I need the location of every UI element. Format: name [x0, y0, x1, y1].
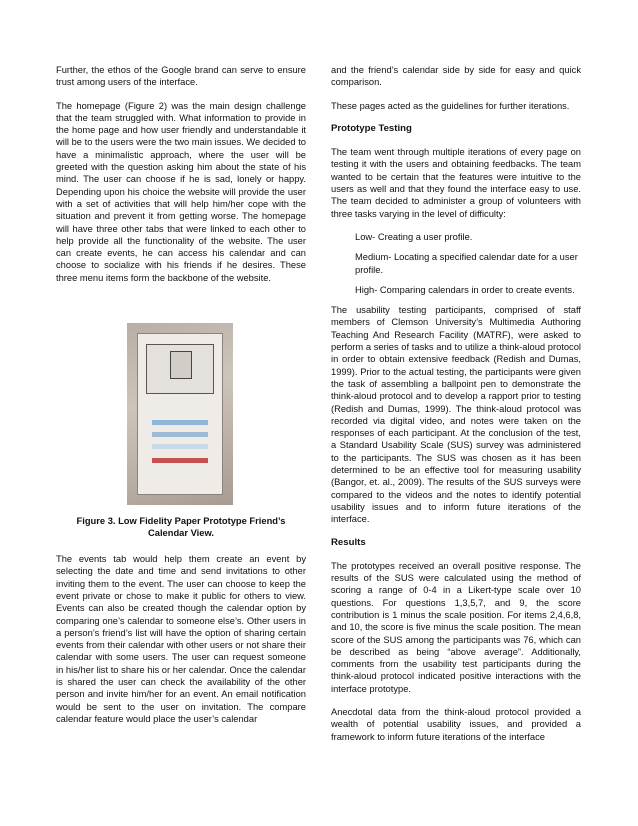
paragraph-compare-continued: and the friend’s calendar side by side for easy and quick comparison.: [331, 65, 581, 88]
task-high: High- Comparing calendars in order to create events.: [355, 284, 575, 295]
portrait-sketch-icon: [170, 351, 192, 379]
paragraph-homepage: The homepage (Figure 2) was the main design challenge that the team struggled with. What information to provide in the home page and how user friendly and understandable it will be to the users were the two main issues. We decided to have a minimalistic approach, where the user will be greeted with the question asking him about the state of his mind. The user can choose if he is sad, lonely or happy. Depending upon his choice the website will provide the user with a set of activities that will help him/her cope with the situation and prevent it from getting worse. The homepage will have three other tabs that were linked to each other to help provide all the functionality of the website. The user can create events, he can access his calendar and can choose to socialize with his friends if he desires. These three menu items form the backbone of the website.: [56, 100, 306, 283]
calendar-stripe: [152, 444, 208, 449]
paragraph-brand-ethos: Further, the ethos of the Google brand can serve to ensure trust among users of the interface.: [56, 65, 306, 88]
prototype-window-sketch: [146, 344, 214, 394]
figure-caption: Figure 3. Low Fidelity Paper Prototype Friend’s Calendar View.: [76, 516, 286, 539]
calendar-stripe: [152, 420, 208, 425]
paragraph-iterations: The team went through multiple iterations of every page on testing it with the users and obtaining feedbacks. The team wanted to be certain that the features were intuitive to the users as well and that they found the interface easy to use. The team decided to administer a group of volunteers with three tasks varying in the level of difficulty:: [331, 147, 581, 219]
paragraph-events-tab: The events tab would help them create an event by selecting the date and time and send invitations to other inviting them to the event. The user can choose to keep the event private or chose to make it public for others to view. Events can also be created though the calendar option by comparing one’s calendar to someone else’s. Other users in a person’s friend’s list will have the option of sharing certain events from their calendar with other users or not share their calendar with some users. The user can request someone in his/her list to share his or her calendar. Once the calendar is shared the user can check the availability of the other person and invite him/her for an event. An email notification would be sent to the user on invitation. The compare calendar feature would place the user’s calendar: [56, 554, 306, 724]
paragraph-anecdotal: Anecdotal data from the think-aloud protocol provided a wealth of potential usability issues, and provided a framework to inform future iterations of the interface: [331, 707, 581, 742]
figure-3: [56, 295, 306, 553]
heading-results: Results: [331, 536, 366, 548]
paragraph-guidelines: These pages acted as the guidelines for further iterations.: [331, 100, 570, 111]
task-low: Low- Creating a user profile.: [355, 231, 473, 242]
calendar-stripe: [152, 432, 208, 437]
left-column: [56, 64, 306, 736]
paper-prototype-photo: [127, 323, 233, 505]
paragraph-sus-results: The prototypes received an overall positive response. The results of the SUS were calculated using the method of scoring a range of 0-4 in a Likert-type scale over 10 questions. For questions 1,3,5,7, and 9, the score contribution is 1 minus the scale position. For items 2,4,6,8, and 10, the score is five minus the scale position. The mean score of the SUS among the participants was 76, which can be described as being “above average”. Additionally, comments from the usability test participants during the think-aloud protocol indicated positive interactions with the interface prototype.: [331, 560, 581, 694]
heading-prototype-testing: Prototype Testing: [331, 122, 412, 134]
right-column: [331, 64, 581, 754]
task-medium: Medium- Locating a specified calendar date for a user profile.: [355, 252, 578, 275]
paragraph-participants: The usability testing participants, comprised of staff members of Clemson University’s Multimedia Authoring Teaching And Research Facility (MATRF), were asked to perform a series of tasks and to utilize a think-aloud protocol in order to obtain extensive feedback (Redish and Dumas, 1999). Prior to the actual testing, the participants were given the task of assembling a ballpoint pen to demonstrate the think-aloud protocol and to develop a rapport prior to testing (Redish and Dumas, 1999). The think-aloud protocol was recorded via digital video, and notes were taken on the responses of each participant. At the conclusion of the test, a Standard Usability Scale (SUS) survey was administered to the participants. The SUS was chosen as it has been determined to be an effective tool for measuring usability (Bangor, et. al., 2009). The results of the SUS surveys were compared to the videos and the notes to identify potential usability issues and to inform future iterations of the interface.: [331, 305, 581, 525]
prototype-card: [137, 333, 223, 495]
calendar-stripe: [152, 458, 208, 463]
